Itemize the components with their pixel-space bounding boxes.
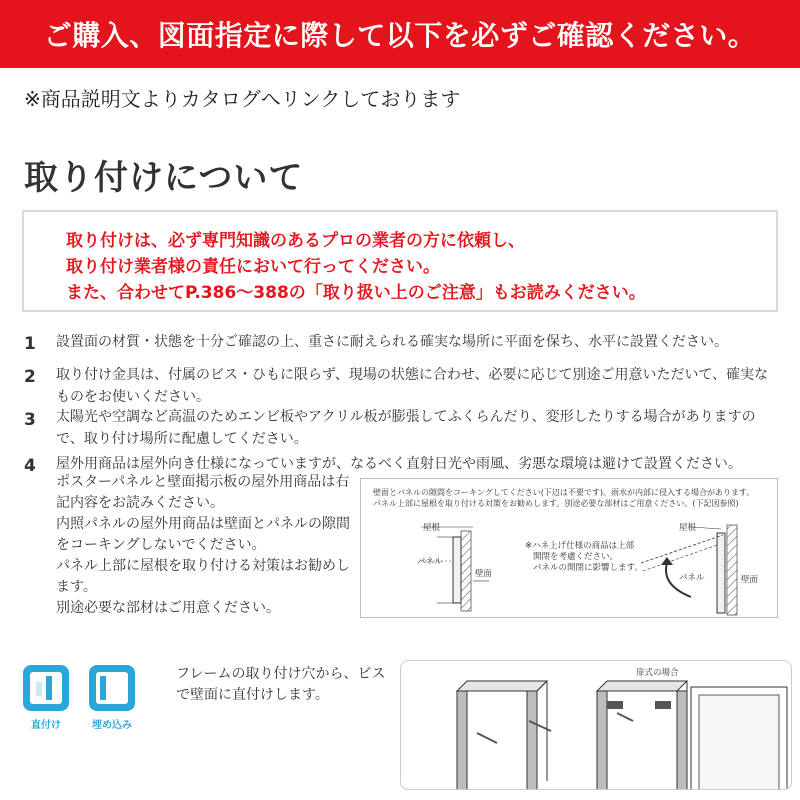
mount-note: フレームの取り付け穴から、ビスで壁面に直付けします。 [176, 666, 386, 703]
panel-label: パネル [679, 573, 705, 583]
panel-label: パネル [417, 557, 443, 567]
item-number: 4 [24, 456, 36, 476]
door-type-label: 扉式の場合 [636, 668, 679, 678]
roof-label: 屋根 [423, 523, 441, 533]
diagram-caption: 壁面とパネルの隙間をコーキングしてください(下辺は不要です)。雨水が内部に侵入する場合があります。 [373, 488, 755, 497]
item-text: 太陽光や空調など高温のためエンビ板やアクリル板が膨張してふくらんだり、変形したりする場合がありますので、取り付け場所に配慮してください。 [56, 409, 756, 447]
banner-text: ご購入、図面指定に際して以下を必ずご確認ください。 [43, 19, 757, 52]
direct-mount-icon [22, 664, 70, 716]
direct-mount-label: 直付け [31, 720, 61, 731]
section-title: 取り付けについて [24, 158, 304, 198]
roof-label: 屋根 [679, 523, 697, 533]
wall-label: 壁面 [475, 569, 493, 579]
frame-illustration [400, 660, 792, 790]
header-banner [0, 0, 800, 68]
item-text: 取り付け金具は、付属のビス・ひもに限らず、現場の状態に合わせ、必要に応じて別途ご用意いただいて、確実なものをお使いください。 [56, 367, 769, 405]
installation-diagram [360, 478, 778, 618]
recessed-mount-label: 埋め込み [92, 720, 132, 731]
hinge-note: パネルの開閉に影響します。 [533, 563, 643, 573]
diagram-caption: パネル上部に屋根を取り付ける対策をお勧めします。別途必要な部材はご用意ください。(下記図参照) [373, 499, 739, 508]
item-number: 1 [24, 334, 36, 354]
catalog-note: ※商品説明文よりカタログへリンクしております [24, 87, 461, 111]
recessed-mount-icon [88, 664, 136, 716]
item-text: 屋外用商品は屋外向き仕様になっていますが、なるべく直射日光や雨風、劣悪な環境は避けて設置ください。 [56, 456, 742, 472]
warning-line: 取り付け業者様の責任において行ってください。 [66, 257, 440, 277]
item-number: 3 [24, 410, 36, 430]
warning-line: 取り付けは、必ず専門知識のあるプロの業者の方に依頼し、 [66, 231, 525, 251]
hinge-note: 開閉を考慮ください。 [533, 552, 619, 562]
frame-drawing [401, 661, 792, 790]
hinge-note: ※ハネ上げ仕様の商品は上部 [525, 541, 635, 551]
warning-line: また、合わせてP.386～388の「取り扱い上のご注意」もお読みください。 [66, 283, 646, 303]
item4-detail: ポスターパネルと壁面掲示板の屋外用商品は右記内容をお読みください。 内照パネルの屋外用商品は壁面とパネルの隙間をコーキングしないでください。 パネル上部に屋根を取り付ける対策はお勧めします。 別途必要な部材はご用意ください。 [56, 474, 350, 616]
item-text: 設置面の材質・状態を十分ご確認の上、重さに耐えられる確実な場所に平面を保ち、水平に設置ください。 [56, 334, 728, 350]
item-number: 2 [24, 367, 36, 387]
wall-label: 壁面 [741, 575, 759, 585]
